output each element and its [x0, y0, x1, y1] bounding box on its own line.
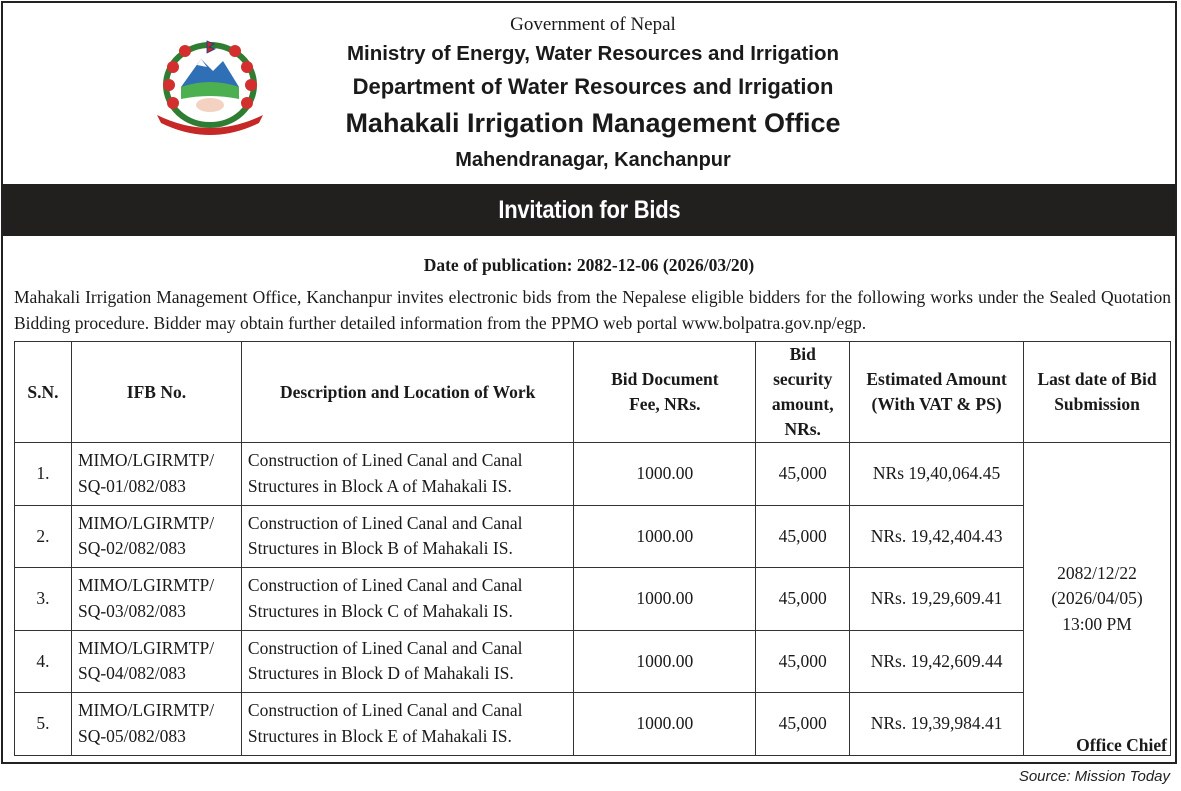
- cell-ifb: [71, 693, 241, 756]
- header-deadline-line1: Last date of Bid: [1037, 369, 1157, 389]
- ifb-line2: SQ-03/082/083: [77, 600, 186, 621]
- ifb-line1: MIMO/LGIRMTP/: [77, 575, 215, 596]
- intro-paragraph: Mahakali Irrigation Management Office, Kanchanpur invites electronic bids from the Nepalese eligible bidders for the following works under the Sealed Quotation Bidding procedure. Bidder may obtain further detailed information from the PPMO web portal www.bolpatra.gov.np/egp.: [14, 287, 1171, 333]
- banner-title: Invitation for Bids: [498, 196, 680, 224]
- header-security-line1: Bid security: [773, 344, 833, 389]
- ifb-line2: SQ-02/082/083: [77, 538, 186, 559]
- ifb-line1: MIMO/LGIRMTP/: [77, 637, 215, 658]
- ifb-line2: SQ-04/082/083: [77, 663, 186, 684]
- cell-description: [241, 568, 574, 631]
- cell-description: [241, 630, 574, 693]
- header-sn: S.N.: [15, 342, 72, 443]
- ifb-line1: MIMO/LGIRMTP/: [77, 512, 215, 533]
- table-row: [15, 568, 1171, 631]
- cell-security: 45,000: [756, 693, 850, 756]
- deadline-date-ad: (2026/04/05): [1051, 588, 1143, 608]
- office-location: Mahendranagar, Kanchanpur: [455, 149, 731, 171]
- ifb-line1: MIMO/LGIRMTP/: [77, 450, 215, 471]
- nepal-coat-of-arms-icon: [151, 37, 269, 137]
- cell-sn: 5.: [15, 693, 72, 756]
- cell-fee: 1000.00: [574, 505, 756, 568]
- deadline-time: 13:00 PM: [1062, 613, 1132, 634]
- cell-fee: 1000.00: [574, 630, 756, 693]
- header-fee-line1: Bid Document: [611, 369, 719, 389]
- source-credit: Source: Mission Today: [1018, 768, 1170, 785]
- notice-header: [3, 3, 1175, 183]
- table-header-row: [15, 342, 1171, 443]
- cell-sn: 4.: [15, 630, 72, 693]
- table-row: [15, 693, 1171, 756]
- cell-description: [241, 505, 574, 568]
- cell-security: 45,000: [756, 568, 850, 631]
- table-row: [15, 630, 1171, 693]
- desc-line2: Structures in Block B of Mahakali IS.: [247, 538, 513, 559]
- table-row: [15, 505, 1171, 568]
- ministry-title: Ministry of Energy, Water Resources and Irrigation: [346, 42, 840, 65]
- government-title: Government of Nepal: [510, 14, 676, 35]
- office-title: Mahakali Irrigation Management Office: [345, 108, 841, 138]
- cell-ifb: [71, 630, 241, 693]
- header-estimate-line1: Estimated Amount: [866, 369, 1007, 389]
- cell-estimate: NRs. 19,29,609.41: [850, 568, 1024, 631]
- cell-sn: 2.: [15, 505, 72, 568]
- cell-description: [241, 443, 574, 506]
- ifb-line1: MIMO/LGIRMTP/: [77, 700, 215, 721]
- cell-security: 45,000: [756, 443, 850, 506]
- cell-fee: 1000.00: [574, 568, 756, 631]
- cell-ifb: [71, 443, 241, 506]
- table-row: [15, 443, 1171, 506]
- header-deadline-line2: Submission: [1054, 394, 1140, 414]
- cell-deadline: [1024, 443, 1171, 756]
- signature-office-chief: Office Chief: [1076, 735, 1167, 755]
- cell-fee: 1000.00: [574, 693, 756, 756]
- publication-date: Date of publication: 2082-12-06 (2026/03/20): [423, 255, 755, 275]
- desc-line2: Structures in Block C of Mahakali IS.: [247, 600, 513, 621]
- ifb-line2: SQ-01/082/083: [77, 475, 186, 496]
- desc-line1: Construction of Lined Canal and Canal: [247, 450, 523, 471]
- desc-line2: Structures in Block E of Mahakali IS.: [247, 725, 512, 746]
- header-estimate-line2: (With VAT & PS): [871, 394, 1002, 414]
- cell-sn: 3.: [15, 568, 72, 631]
- header-fee: [574, 342, 756, 443]
- desc-line2: Structures in Block D of Mahakali IS.: [247, 663, 514, 684]
- header-security: [756, 342, 850, 443]
- cell-fee: 1000.00: [574, 443, 756, 506]
- cell-estimate: NRs 19,40,064.45: [850, 443, 1024, 506]
- desc-line1: Construction of Lined Canal and Canal: [247, 637, 523, 658]
- header-security-line2: amount, NRs.: [771, 394, 834, 439]
- desc-line1: Construction of Lined Canal and Canal: [247, 575, 523, 596]
- ifb-line2: SQ-05/082/083: [77, 725, 186, 746]
- header-deadline: [1024, 342, 1171, 443]
- bids-table: [14, 341, 1171, 756]
- cell-sn: 1.: [15, 443, 72, 506]
- title-banner: [3, 184, 1175, 236]
- header-description: Description and Location of Work: [241, 342, 574, 443]
- cell-estimate: NRs. 19,42,404.43: [850, 505, 1024, 568]
- header-fee-line2: Fee, NRs.: [629, 394, 701, 414]
- header-ifb: IFB No.: [71, 342, 241, 443]
- department-title: Department of Water Resources and Irrigation: [352, 74, 834, 99]
- desc-line1: Construction of Lined Canal and Canal: [247, 512, 523, 533]
- header-estimate: [850, 342, 1024, 443]
- desc-line1: Construction of Lined Canal and Canal: [247, 700, 523, 721]
- desc-line2: Structures in Block A of Mahakali IS.: [247, 475, 512, 496]
- cell-security: 45,000: [756, 630, 850, 693]
- notice-frame: [1, 1, 1177, 764]
- cell-estimate: NRs. 19,39,984.41: [850, 693, 1024, 756]
- cell-estimate: NRs. 19,42,609.44: [850, 630, 1024, 693]
- cell-ifb: [71, 505, 241, 568]
- deadline-date: 2082/12/22: [1057, 562, 1137, 583]
- cell-ifb: [71, 568, 241, 631]
- cell-security: 45,000: [756, 505, 850, 568]
- cell-description: [241, 693, 574, 756]
